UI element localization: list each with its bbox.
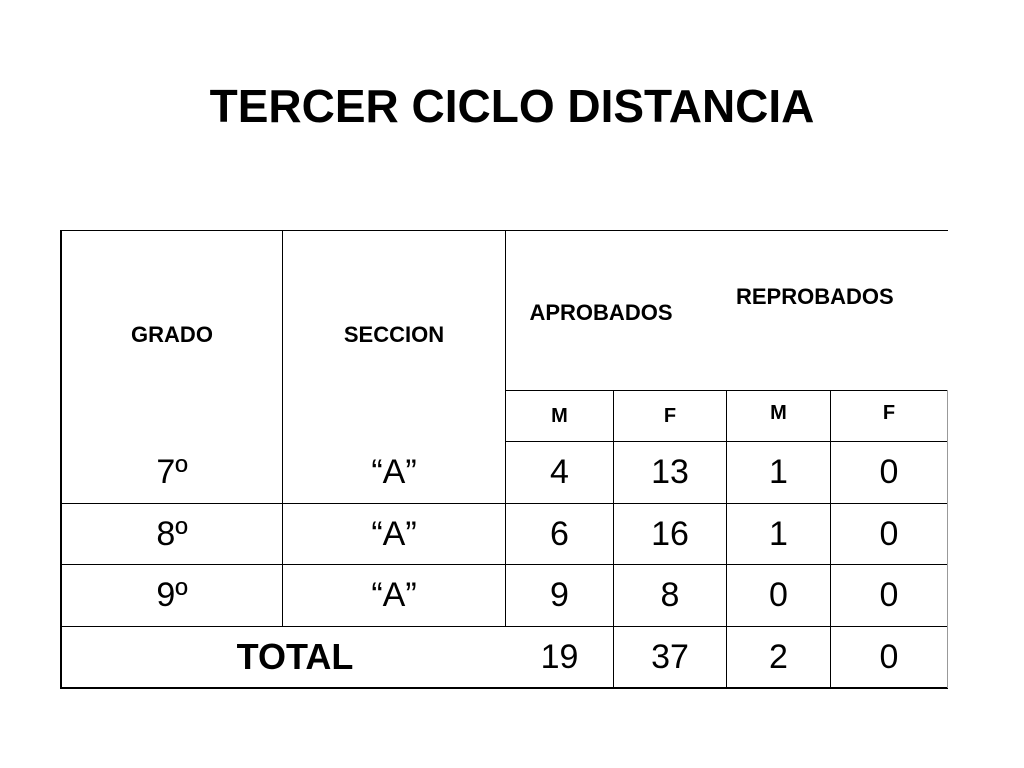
header-seccion: SECCION bbox=[343, 322, 445, 347]
row-2-grado: 8º bbox=[156, 514, 188, 553]
row-3-grado: 9º bbox=[156, 576, 188, 614]
row-3-reprobados-f: 0 bbox=[879, 576, 899, 614]
results-table bbox=[60, 230, 948, 688]
row-1-grado: 7º bbox=[156, 453, 188, 491]
header-aprobados: APROBADOS bbox=[529, 300, 673, 325]
header-reprobados: REPROBADOS bbox=[736, 284, 894, 309]
row-2-aprobados-m: 6 bbox=[550, 514, 569, 553]
table-bottom-border bbox=[60, 687, 948, 689]
row-1-reprobados-f: 0 bbox=[879, 453, 899, 491]
row-2-seccion: “A” bbox=[371, 514, 417, 553]
row-3-seccion: “A” bbox=[371, 576, 417, 614]
subheader-aprobados-f: F bbox=[663, 404, 677, 427]
row-2-reprobados-f: 0 bbox=[879, 514, 899, 553]
total-aprobados-m: 19 bbox=[540, 637, 579, 676]
row-1-seccion: “A” bbox=[371, 453, 417, 491]
row-1-aprobados-f: 13 bbox=[651, 453, 689, 491]
row-3-reprobados-m: 0 bbox=[769, 576, 788, 614]
row-3-aprobados-f: 8 bbox=[660, 576, 680, 614]
subheader-aprobados-m: M bbox=[551, 404, 568, 427]
table-top-border bbox=[60, 230, 948, 231]
subheader-reprobados-m: M bbox=[770, 401, 787, 424]
total-reprobados-m: 2 bbox=[769, 637, 788, 676]
row-1-reprobados-m: 1 bbox=[769, 453, 788, 491]
header-grado: GRADO bbox=[131, 322, 213, 347]
total-aprobados-f: 37 bbox=[651, 637, 689, 676]
row-2-aprobados-f: 16 bbox=[651, 514, 689, 553]
total-reprobados-f: 0 bbox=[879, 637, 899, 676]
total-label: TOTAL bbox=[236, 636, 354, 677]
row-1-aprobados-m: 4 bbox=[550, 453, 569, 491]
subheader-reprobados-f: F bbox=[882, 401, 896, 424]
row-3-aprobados-m: 9 bbox=[550, 576, 569, 614]
page-title: TERCER CICLO DISTANCIA bbox=[209, 80, 815, 132]
row-2-reprobados-m: 1 bbox=[769, 514, 788, 553]
table-right-edge bbox=[947, 390, 948, 688]
